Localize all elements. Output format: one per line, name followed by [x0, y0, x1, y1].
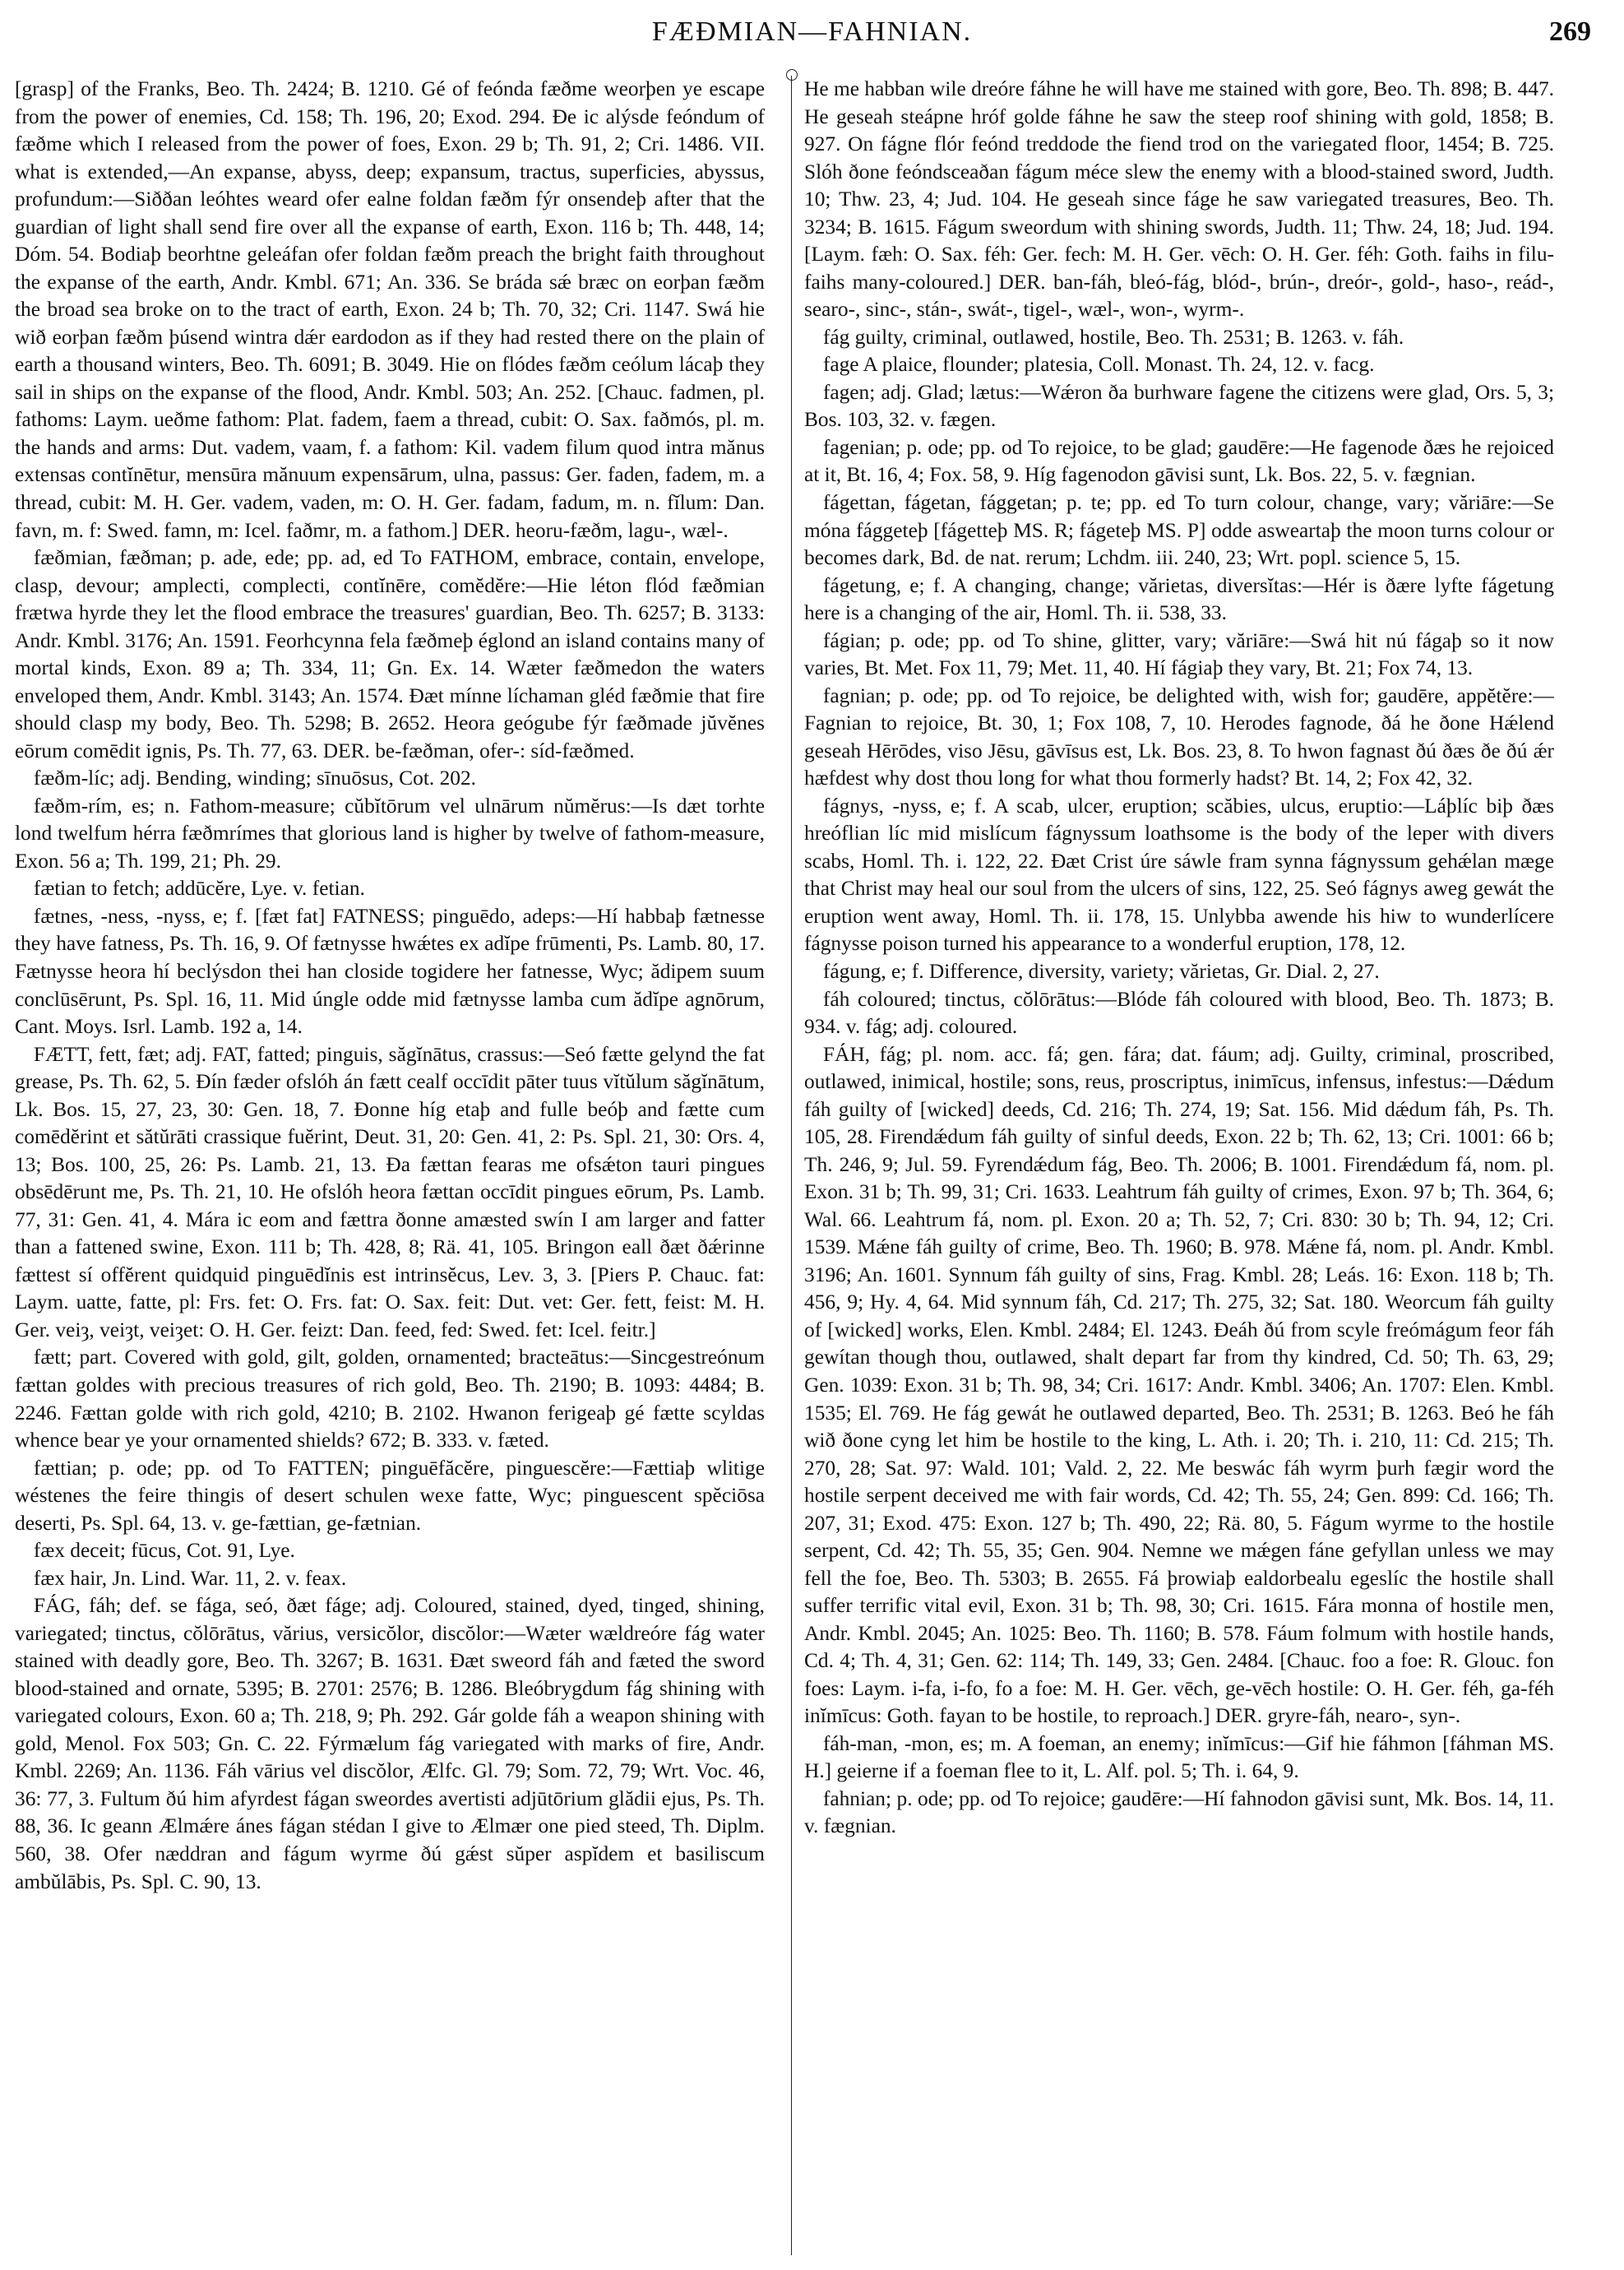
page-header [33, 16, 1591, 58]
column-rule-ornament [786, 69, 798, 81]
dictionary-entry: fæðm-líc; adj. Bending, winding; sīnuōsus, Cot. 202. [33, 767, 476, 790]
dictionary-entry: [grasp] of the Franks, Beo. Th. 2424; B. 1210. Gé of feónda fæðme weorþen ye escape from the power of enemies, Cd. 158; Th. 196, 20; Exod. 294. Ðe ic alýsde feóndum of fæðme which I released from the power of foes, Exon. 29 b; Th. 91, 2; Cri. 1486. VII. what is extended,—An expanse, abyss, deep; expansum, tractus, superficies, abyssus, profundum:—Siððan leóhtes weard ofer ealne foldan fæðm fýr onsendeþ after that the guardian of light shall send fire over all the expanse of earth, Exon. 116 b; Th. 448, 14; Dóm. 54. Bodiaþ beorhtne geleáfan ofer foldan fæðm preach the bright faith throughout the expanse of the earth, Andr. Kmbl. 671; An. 336. Se bráda sǽ bræc on eorþan fæðm the broad sea broke on to the tract of earth, Exon. 24 b; Th. 70, 32; Cri. 1147. Swá hie wið eorþan fæðm þúsend wintra dǽr eardodon as if they had rested there on the plain of earth a thousand winters, Beo. Th. 6091; B. 3049. Hie on flódes fæðm ceólum lácaþ they sail in ships on the expanse of the flood, Andr. Kmbl. 503; An. 252. [Chauc. fadmen, pl. fathoms: Laym. ueðme fathom: Plat. fadem, faem a thread, cubit: O. Sax. faðmós, pl. m. the hands and arms: Dut. vadem, vaam, f. a fathom: Kil. vadem filum quod intra mănus extensas contĭnētur, mensūra mănuum expensārum, ulna, passus: Ger. faden, fadem, m. a thread, cubit: M. H. Ger. vadem, vaden, m: O. H. Ger. fadam, fadum, m. n. fĭlum: Dan. favn, m. f: Swed. famn, m: Icel. faðmr, m. a fathom.] DER. heoru-fæðm, lagu-, wæl-. [15, 77, 765, 542]
column-rule [791, 76, 792, 2255]
dictionary-entry: fæðm-rím, es; n. Fathom-measure; cŭbĭtōrum vel ulnārum nŭmĕrus:—Is dæt torhte lond twelfum hérra fæðmrímes that glorious land is higher by twelve of fathom-measure, Exon. 56 a; Th. 199, 21; Ph. 29. [15, 794, 765, 873]
dictionary-entry: fættian; p. ode; pp. od To FATTEN; pinguēfăcĕre, pinguescĕre:—Fættiaþ wlitige wéstenes the feire thingis of desert schulen wexe fatte, Wyc; pinguescent spĕciōsa deserti, Ps. Spl. 64, 13. v. ge-fættian, ge-fætnian. [15, 1456, 765, 1535]
dictionary-entry: fage A plaice, flounder; platesia, Coll. Monast. Th. 24, 12. v. facg. [822, 353, 1375, 377]
running-head: FÆÐMIAN—FAHNIAN. [651, 16, 973, 47]
dictionary-entry: FÆTT, fett, fæt; adj. FAT, fatted; pinguis, săgĭnātus, crassus:—Seó fætte gelynd the fat grease, Ps. Th. 62, 5. Ðín fæder ofslóh án fætt cealf occīdit pāter tuus vĭtŭlum săgĭnātum, Lk. Bos. 15, 27, 23, 30: Gen. 18, 7. Ðonne híg etaþ and fulle beóþ and fætte cum comēdĕrint et sătŭrāti crassique fuĕrint, Deut. 31, 20: Gen. 41, 2: Ps. Spl. 21, 30: Ors. 4, 13; Bos. 100, 25, 26: Ps. Lamb. 21, 13. Ða fættan fearas me ofsǽton tauri pingues obsēdērunt me, Ps. Th. 21, 10. He ofslóh heora fættan occīdit pingues eōrum, Ps. Lamb. 77, 31: Gen. 41, 4. Mára ic eom and fættra ðonne amæsted swín I am larger and fatter than a fattened swine, Exon. 111 b; Th. 428, 8; Rä. 41, 105. Bringon eall ðæt ðǽrinne fættest sí offĕrent quidquid pinguēdĭnis est intrinsĕcus, Lev. 3, 3. [Piers P. Chauc. fat: Laym. uatte, fatte, pl: Frs. fet: O. Frs. fat: O. Sax. feit: Dut. vet: Ger. fett, feist: M. H. Ger. veiȝ, veiȝt, veiȝet: O. H. Ger. feizt: Dan. feed, fed: Swed. fet: Icel. feitr.] [15, 1042, 765, 1341]
dictionary-entry: fágetung, e; f. A changing, change; vărietas, diversĭtas:—Hér is ðære lyfte fágetung here is a changing of the air, Homl. Th. ii. 538, 33. [804, 573, 1554, 625]
dictionary-entry: fætt; part. Covered with gold, gilt, golden, ornamented; bracteātus:—Sincgestreónum fættan goldes with precious treasures of rich gold, Beo. Th. 2190; B. 1093: 4484; B. 2246. Fættan golde with rich gold, 4210; B. 2102. Hwanon ferigeaþ gé fætte scyldas whence bear ye your ornamented shields? 672; B. 333. v. fæted. [15, 1346, 765, 1452]
dictionary-entry: fætnes, -ness, -nyss, e; f. [fæt fat] FATNESS; pinguēdo, adeps:—Hí habbaþ fætnesse they have fatness, Ps. Th. 16, 9. Of fætnysse hwǽtes ex adĭpe frūmenti, Ps. Lamb. 80, 17. Fætnysse heora hí beclýsdon thei han closide togidere her fatnesse, Wyc; ădipem suum conclūsērunt, Ps. Spl. 16, 11. Mid úngle odde mid fætnysse lamba cum ădĭpe agnōrum, Cant. Moys. Isrl. Lamb. 192 a, 14. [15, 904, 765, 1039]
dictionary-entry: fáh-man, -mon, es; m. A foeman, an enemy; inĭmīcus:—Gif hie fáhmon [fáhman MS. H.] geierne if a foeman flee to it, L. Alf. pol. 5; Th. i. 64, 9. [804, 1731, 1554, 1783]
dictionary-entry: FÁH, fág; pl. nom. acc. fá; gen. fára; dat. fáum; adj. Guilty, criminal, proscribed, outlawed, inimical, hostile; sons, reus, proscriptus, inimīcus, infensus, infestus:—Dǽdum fáh guilty of [wicked] deeds, Cd. 216; Th. 274, 19; Sat. 156. Mid dǽdum fáh, Ps. Th. 105, 28. Firendǽdum fáh guilty of sinful deeds, Exon. 22 b; Th. 62, 13; Cri. 1001: 66 b; Th. 246, 9; Jul. 59. Fyrendǽdum fág, Beo. Th. 2006; B. 1001. Firendǽdum fá, nom. pl. Exon. 31 b; Th. 99, 31; Cri. 1633. Leahtrum fáh guilty of crimes, Exon. 97 b; Th. 364, 6; Wal. 66. Leahtrum fá, nom. pl. Exon. 20 a; Th. 52, 7; Cri. 830: 30 b; Th. 94, 12; Cri. 1539. Mǽne fáh guilty of crime, Beo. Th. 1960; B. 978. Mǽne fá, nom. pl. Andr. Kmbl. 3196; An. 1601. Synnum fáh guilty of sins, Frag. Kmbl. 28; Leás. 16: Exon. 118 b; Th. 456, 9; Hy. 4, 64. Mid synnum fáh, Cd. 217; Th. 275, 32; Sat. 180. Weorcum fáh guilty of [wicked] works, Elen. Kmbl. 2484; El. 1243. Ðeáh ðú from scyle freómágum feor fáh gewítan though thou, outlawed, shalt depart far from thy kindred, Cd. 50; Th. 63, 29; Gen. 1039: Exon. 31 b; Th. 98, 34; Cri. 1617: Andr. Kmbl. 3406; An. 1707: Elen. Kmbl. 1535; El. 769. He fág gewát he outlawed departed, Beo. Th. 2531; B. 1263. Beó he fáh wið ðone cyng let him be hostile to the king, L. Ath. i. 20; Th. i. 210, 11: Cd. 215; Th. 270, 28; Sat. 97: Wald. 101; Vald. 2, 22. Me beswác fáh wyrm þurh fægir word the hostile serpent deceived me with fair words, Cd. 42; Th. 55, 24; Gen. 899: Cd. 166; Th. 207, 31; Exod. 475: Exon. 127 b; Th. 490, 22; Rä. 80, 5. Fágum wyrme to the hostile serpent, Cd. 42; Th. 55, 35; Gen. 904. Nemne we mǽgen fáne gefyllan unless we may fell the foe, Beo. Th. 5303; B. 2655. Fá þrowiaþ ealdorbealu egeslíc the hostile shall suffer terrific vital evil, Exon. 31 b; Th. 98, 30; Cri. 1615. Fára monna of hostile men, Andr. Kmbl. 2045; An. 1025: Beo. Th. 1160; B. 578. Fáum folmum with hostile hands, Cd. 4; Th. 4, 31; Gen. 62: 114; Th. 149, 33; Gen. 2484. [Chauc. foo a foe: R. Glouc. fon foes: Laym. i-fa, i-fo, fo a foe: M. H. Ger. vēch, ge-vēch hostile: O. H. Ger. féh, ga-féh inĭmīcus: Goth. fayan to be hostile, to reproach.] DER. gryre-fáh, nearo-, syn-. [804, 1042, 1554, 1728]
dictionary-entry: fágettan, fágetan, fággetan; p. te; pp. ed To turn colour, change, vary; văriāre:—Se móna fággeteþ [fágetteþ MS. R; fágeteþ MS. P] odde asweartaþ the moon turns colour or becomes dark, Bd. de nat. rerum; Lchdm. iii. 240, 23; Wrt. popl. science 5, 15. [804, 490, 1554, 570]
dictionary-entry: fág guilty, criminal, outlawed, hostile, Beo. Th. 2531; B. 1263. v. fáh. [822, 325, 1404, 349]
dictionary-entry: fáh coloured; tinctus, cŏlōrātus:—Blóde fáh coloured with blood, Beo. Th. 1873; B. 934. v. fág; adj. coloured. [804, 987, 1554, 1039]
dictionary-entry: fagenian; p. ode; pp. od To rejoice, to be glad; gaudēre:—He fagenode ðæs he rejoiced at it, Bt. 16, 4; Fox. 58, 9. Híg fagenodon gāvisi sunt, Lk. Bos. 22, 5. v. fægnian. [804, 435, 1554, 487]
dictionary-entry: fágian; p. ode; pp. od To shine, glitter, vary; văriāre:—Swá hit nú fágaþ so it now varies, Bt. Met. Fox 11, 79; Met. 11, 40. Hí fágiaþ they vary, Bt. 21; Fox 74, 13. [804, 628, 1554, 680]
dictionary-entry: fágung, e; f. Difference, diversity, variety; vărietas, Gr. Dial. 2, 27. [822, 960, 1380, 983]
dictionary-entry: fahnian; p. ode; pp. od To rejoice; gaudēre:—Hí fahnodon gāvisi sunt, Mk. Bos. 14, 11. v. fægnian. [804, 1786, 1554, 1838]
dictionary-entry: FÁG, fáh; def. se fága, seó, ðæt fáge; adj. Coloured, stained, dyed, tinged, shining, variegated; tinctus, cŏlōrātus, vărius, versicŏlor, discŏlor:—Wæter wældreóre fág water stained with deadly gore, Beo. Th. 3267; B. 1631. Ðæt sweord fáh and fæted the sword blood-stained and ornate, 5395; B. 2701: 2576; B. 1286. Bleóbrygdum fág shining with variegated colours, Exon. 60 a; Th. 218, 9; Ph. 292. Gár golde fáh a weapon shining with gold, Menol. Fox 503; Gn. C. 22. Fýrmælum fág variegated with marks of fire, Andr. Kmbl. 2269; An. 1136. Fáh vārius vel discŏlor, Ælfc. Gl. 79; Som. 72, 79; Wrt. Voc. 46, 36: 77, 3. Fultum ðú him afyrdest fágan sweordes avertisti adjūtōrium glădii ejus, Ps. Th. 88, 36. Ic geann Ælmǽre ánes fágan stédan I give to Ælmær one pied steed, Th. Diplm. 560, 38. Ofer næddran and fágum wyrme ðú gǽst sŭper aspĭdem et basiliscum ambŭlābis, Ps. Spl. C. 90, 13. [15, 1594, 765, 1893]
page-number: 269 [1549, 16, 1591, 47]
left-column [15, 76, 765, 2255]
dictionary-entry: fæðmian, fæðman; p. ade, ede; pp. ad, ed To FATHOM, embrace, contain, envelope, clasp, devour; amplecti, complecti, contĭnēre, comĕdĕre:—Hie léton flód fæðmian frætwa hyrde they let the flood embrace the treasures' guardian, Beo. Th. 6257; B. 3133: Andr. Kmbl. 3176; An. 1591. Feorhcynna fela fæðmeþ églond an island contains many of mortal kinds, Exon. 89 a; Th. 334, 11; Gn. Ex. 14. Wæter fæðmedon the waters enveloped them, Andr. Kmbl. 3143; An. 1574. Ðæt mínne líchaman gléd fæðmie that fire should clasp my body, Beo. Th. 5298; B. 2652. Heora geógube fýr fæðmade jŭvĕnes eōrum comēdit ignis, Ps. Th. 77, 63. DER. be-fæðman, ofer-: síd-fæðmed. [15, 546, 765, 762]
right-column [804, 76, 1554, 2255]
dictionary-entry: fagnian; p. ode; pp. od To rejoice, be delighted with, wish for; gaudēre, appĕtĕre:—Fagnian to rejoice, Bt. 30, 1; Fox 108, 7, 10. Herodes fagnode, ðá he ðone Hǽlend geseah Hērōdes, viso Jēsu, gāvīsus est, Lk. Bos. 23, 8. To hwon fagnast ðú ðæs ðe ðú ǽr hæfdest why dost thou long for what thou formerly hadst? Bt. 14, 2; Fox 42, 32. [804, 683, 1554, 790]
dictionary-entry: fæx deceit; fūcus, Cot. 91, Lye. [33, 1539, 295, 1563]
dictionary-entry: fagen; adj. Glad; lætus:—Wǽron ða burhware fagene the citizens were glad, Ors. 5, 3; Bos. 103, 32. v. fægen. [804, 380, 1554, 432]
dictionary-entry: fæx hair, Jn. Lind. War. 11, 2. v. feax. [33, 1566, 347, 1590]
dictionary-entry: fágnys, -nyss, e; f. A scab, ulcer, eruption; scăbies, ulcus, eruptio:—Láþlíc biþ ðæs hreóflian líc mid mislícum fágnyssum loathsome is the body of the leper with divers scabs, Homl. Th. i. 122, 22. Ðæt Crist úre sáwle fram synna fágnyssum gehǽlan mæge that Christ may heal our soul from the ulcers of sins, 122, 25. Seó fágnys aweg gewát the eruption went away, Homl. Th. ii. 178, 15. Unlybba awende his hiw to wunderlícere fágnysse poison turned his appearance to a wonderful eruption, 178, 12. [804, 794, 1554, 956]
dictionary-entry: fætian to fetch; addūcĕre, Lye. v. fetian. [33, 877, 365, 901]
dictionary-entry: He me habban wile dreóre fáhne he will have me stained with gore, Beo. Th. 898; B. 447. He geseah steápne hróf golde fáhne he saw the steep roof shining with gold, 1858; B. 927. On fágne flór feónd treddode the fiend trod on the variegated floor, 1454; B. 725. Slóh ðone feóndsceaðan fágum méce slew the enemy with a blood-stained sword, Judth. 10; Thw. 23, 4; Jud. 104. He geseah since fáge he saw variegated treasures, Beo. Th. 3234; B. 1615. Fágum sweordum with shining swords, Judth. 11; Thw. 24, 18; Jud. 194. [Laym. fæh: O. Sax. féh: Ger. fech: M. H. Ger. vēch: O. H. Ger. féh: Goth. faihs in filu-faihs many-coloured.] DER. ban-fáh, bleó-fág, blód-, brún-, dreór-, gold-, haso-, reád-, searo-, sinc-, stán-, swát-, tigel-, wæl-, won-, wyrm-. [804, 77, 1554, 322]
